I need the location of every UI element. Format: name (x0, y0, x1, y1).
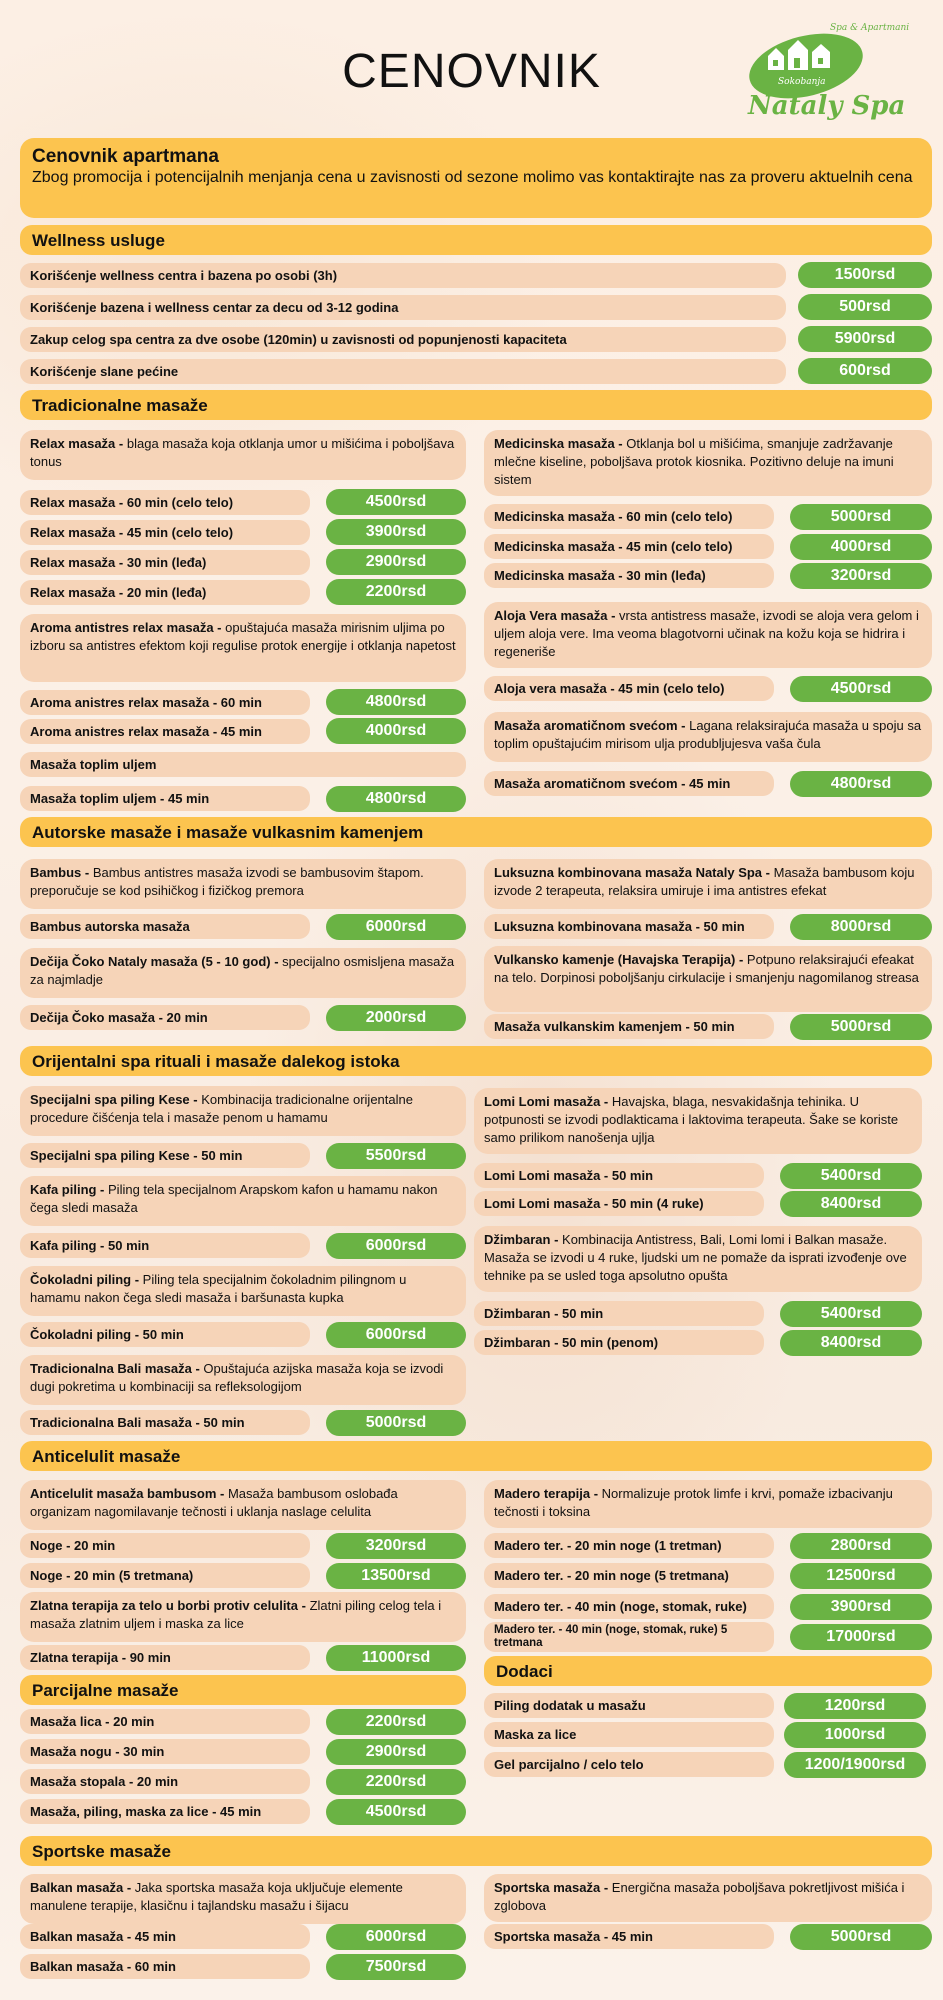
medical-row: Medicinska masaža - 60 min (celo telo) (484, 504, 774, 529)
partial-row: Masaža lica - 20 min (20, 1709, 310, 1734)
hot-oil-price: 4800rsd (326, 786, 466, 812)
relax-price: 2900rsd (326, 549, 466, 575)
hot-oil-row: Masaža toplim uljem - 45 min (20, 786, 310, 811)
bali-row: Tradicionalna Bali masaža - 50 min (20, 1410, 310, 1435)
sport-row: Sportska masaža - 45 min (484, 1924, 774, 1949)
kafa-description: Kafa piling - Piling tela specijalnom Arapskom kafon u hamamu nakon čega sledi masaža (20, 1176, 466, 1226)
gold-therapy-price: 11000rsd (326, 1645, 466, 1671)
luxury-description: Luksuzna kombinovana masaža Nataly Spa - Masaža bambusom koju izvode 2 terapeuta, relaksira umiruje i ima antistres efekat (484, 859, 932, 909)
gold-therapy-description: Zlatna terapija za telo u borbi protiv celulita - Zlatni piling celog tela i masaža zlatnim uljem i maska za lice (20, 1592, 466, 1642)
svg-text:Sokobanja: Sokobanja (778, 77, 826, 87)
chocolate-price: 6000rsd (326, 1322, 466, 1348)
partial-price: 2200rsd (326, 1769, 466, 1795)
section-sport: Sportske masaže (20, 1836, 932, 1866)
bambus-row: Bambus autorska masaža (20, 914, 310, 939)
sport-description: Sportska masaža - Energična masaža poboljšava pokretljivost mišića i zglobova (484, 1874, 932, 1922)
madero-price: 3900rsd (790, 1594, 932, 1620)
addon-row: Maska za lice (484, 1722, 774, 1747)
wellness-price: 5900rsd (798, 326, 932, 352)
addon-row: Piling dodatak u masažu (484, 1693, 774, 1718)
volcanic-description: Vulkansko kamenje (Havajska Terapija) - Potpuno relaksirajući efeakat na telo. Dorpinosi poboljšanju cirkulacije i smanjenju nagomilanog streasa (484, 946, 932, 1012)
medical-description: Medicinska masaža - Otklanja bol u mišićima, smanjuje zadržavanje mlečne kiseline, poboljšava protok kiosnika. Pozitivno deluje na imuni sistem (484, 430, 932, 496)
anticel-price: 13500rsd (326, 1563, 466, 1589)
lomi-price: 8400rsd (780, 1191, 922, 1217)
aroma-price: 4800rsd (326, 689, 466, 715)
bambus-price: 6000rsd (326, 914, 466, 940)
relax-row: Relax masaža - 20 min (leđa) (20, 580, 310, 605)
addon-price: 1200rsd (784, 1693, 926, 1719)
medical-row: Medicinska masaža - 45 min (celo telo) (484, 534, 774, 559)
medical-price: 5000rsd (790, 504, 932, 530)
madero-price: 12500rsd (790, 1563, 932, 1589)
hot-oil-title: Masaža toplim uljem (20, 752, 466, 777)
partial-row: Masaža, piling, maska za lice - 45 min (20, 1799, 310, 1824)
aroma-row: Aroma anistres relax masaža - 60 min (20, 690, 310, 715)
relax-price: 3900rsd (326, 519, 466, 545)
partial-row: Masaža nogu - 30 min (20, 1739, 310, 1764)
madero-row: Madero ter. - 40 min (noge, stomak, ruke) (484, 1594, 774, 1619)
candle-price: 4800rsd (790, 771, 932, 797)
luxury-price: 8000rsd (790, 914, 932, 940)
anticel-price: 3200rsd (326, 1533, 466, 1559)
wellness-price: 1500rsd (798, 262, 932, 288)
section-traditional: Tradicionalne masaže (20, 390, 932, 420)
section-addons: Dodaci (484, 1656, 932, 1686)
medical-price: 4000rsd (790, 534, 932, 560)
candle-row: Masaža aromatičnom svećom - 45 min (484, 771, 774, 796)
volcanic-price: 5000rsd (790, 1014, 932, 1040)
kafa-price: 6000rsd (326, 1233, 466, 1259)
madero-price: 17000rsd (790, 1624, 932, 1650)
madero-row: Madero ter. - 20 min noge (1 tretman) (484, 1533, 774, 1558)
lomi-price: 5400rsd (780, 1163, 922, 1189)
dzimbaran-price: 8400rsd (780, 1330, 922, 1356)
lomi-row: Lomi Lomi masaža - 50 min (474, 1163, 764, 1188)
kafa-row: Kafa piling - 50 min (20, 1233, 310, 1258)
bali-price: 5000rsd (326, 1410, 466, 1436)
relax-row: Relax masaža - 45 min (celo telo) (20, 520, 310, 545)
balkan-price: 7500rsd (326, 1954, 466, 1980)
svg-text:Spa & Apartmani: Spa & Apartmani (830, 23, 910, 33)
aroma-description: Aroma antistres relax masaža - opuštajuća masaža mirisnim uljima po izboru sa antistres efektom koji regulise protok energije i otklanja napetost (20, 614, 466, 682)
anticel-row: Noge - 20 min (20, 1533, 310, 1558)
section-autorske: Autorske masaže i masaže vulkasnim kamenjem (20, 817, 932, 847)
aroma-price: 4000rsd (326, 718, 466, 744)
lomi-row: Lomi Lomi masaža - 50 min (4 ruke) (474, 1191, 764, 1216)
section-wellness: Wellness usluge (20, 225, 932, 255)
volcanic-row: Masaža vulkanskim kamenjem - 50 min (484, 1014, 774, 1039)
madero-row: Madero ter. - 40 min (noge, stomak, ruke) 5 tretmana (484, 1622, 774, 1652)
chocolate-row: Čokoladni piling - 50 min (20, 1322, 310, 1347)
kese-price: 5500rsd (326, 1143, 466, 1169)
wellness-price: 500rsd (798, 294, 932, 320)
chocolate-description: Čokoladni piling - Piling tela specijalnim čokoladnim pilingnom u hamamu nakon čega sledi masaža i baršunasta kupka (20, 1266, 466, 1316)
coko-kids-price: 2000rsd (326, 1005, 466, 1031)
wellness-row: Korišćenje wellness centra i bazena po osobi (3h) (20, 263, 786, 288)
dzimbaran-price: 5400rsd (780, 1301, 922, 1327)
medical-row: Medicinska masaža - 30 min (leđa) (484, 563, 774, 588)
page-title: CENOVNIK (342, 45, 601, 98)
anticel-bamboo-description: Anticelulit masaža bambusom - Masaža bambusom oslobađa organizam nagomilavanje tečnosti i uklanja naslage celulita (20, 1480, 466, 1530)
bali-description: Tradicionalna Bali masaža - Opuštajuća azijska masaža koja se izvodi dugi pokretima u kombinaciji sa refleksologijom (20, 1355, 466, 1405)
partial-price: 2200rsd (326, 1709, 466, 1735)
wellness-row: Korišćenje slane pećine (20, 359, 786, 384)
apartments-text: Zbog promocija i potencijalnih menjanja cena u zavisnosti od sezone molimo vas kontaktirajte nas za proveru aktuelnih cena (32, 169, 913, 186)
relax-row: Relax masaža - 30 min (leđa) (20, 550, 310, 575)
kese-row: Specijalni spa piling Kese - 50 min (20, 1143, 310, 1168)
anticel-row: Noge - 20 min (5 tretmana) (20, 1563, 310, 1588)
wellness-price: 600rsd (798, 358, 932, 384)
luxury-row: Luksuzna kombinovana masaža - 50 min (484, 914, 774, 939)
partial-price: 4500rsd (326, 1799, 466, 1825)
apartments-info (20, 138, 932, 218)
madero-row: Madero ter. - 20 min noge (5 tretmana) (484, 1563, 774, 1588)
svg-text:Nataly Spa: Nataly Spa (748, 91, 906, 121)
section-oriental: Orijentalni spa rituali i masaže dalekog istoka (20, 1046, 932, 1076)
coko-kids-row: Dečija Čoko masaža - 20 min (20, 1005, 310, 1030)
addon-row: Gel parcijalno / celo telo (484, 1752, 774, 1777)
relax-price: 2200rsd (326, 579, 466, 605)
section-anticellulite: Anticelulit masaže (20, 1441, 932, 1471)
medical-price: 3200rsd (790, 563, 932, 589)
bambus-description: Bambus - Bambus antistres masaža izvodi se bambusovim štapom. preporučuje se kod psihičkog i fizičkog premora (20, 859, 466, 909)
relax-price: 4500rsd (326, 489, 466, 515)
aloe-price: 4500rsd (790, 676, 932, 702)
kese-description: Specijalni spa piling Kese - Kombinacija tradicionalne orijentalne procedure čišćenja tela i masaže penom u hamamu (20, 1086, 466, 1136)
dzimbaran-row: Džimbaran - 50 min (474, 1301, 764, 1326)
coko-kids-description: Dečija Čoko Nataly masaža (5 - 10 god) - specijalno osmisljena masaža za najmladje (20, 948, 466, 998)
aloe-row: Aloja vera masaža - 45 min (celo telo) (484, 676, 774, 701)
balkan-description: Balkan masaža - Jaka sportska masaža koja uključuje elemente manulene terapije, klasičnu i tajlandsku masažu i šijacu (20, 1874, 466, 1924)
dzimbaran-row: Džimbaran - 50 min (penom) (474, 1330, 764, 1355)
sport-price: 5000rsd (790, 1924, 932, 1950)
aloe-description: Aloja Vera masaža - vrsta antistress masaže, izvodi se aloja vera gelom i uljem aloja vere. Ima veoma blagotvorni učinak na kožu koja se hidrira i regeneriše (484, 602, 932, 668)
balkan-row: Balkan masaža - 60 min (20, 1954, 310, 1979)
nataly-spa-logo (728, 18, 910, 130)
aroma-row: Aroma anistres relax masaža - 45 min (20, 719, 310, 744)
wellness-row: Korišćenje bazena i wellness centar za decu od 3-12 godina (20, 295, 786, 320)
lomi-description: Lomi Lomi masaža - Havajska, blaga, nesvakidašnja tehinika. U potpunosti se izvodi podlakticama i laktovima terapeuta. Šake se koriste samo prilikom nanošenja ujlja (474, 1088, 922, 1154)
wellness-row: Zakup celog spa centra za dve osobe (120min) u zavisnosti od popunjenosti kapaciteta (20, 327, 786, 352)
candle-description: Masaža aromatičnom svećom - Lagana relaksirajuća masaža u spoju sa toplim opuštajućim mirisom ulja produbljujesva vaša čula (484, 712, 932, 762)
balkan-price: 6000rsd (326, 1924, 466, 1950)
addon-price: 1200/1900rsd (784, 1752, 926, 1778)
addon-price: 1000rsd (784, 1722, 926, 1748)
apartments-title: Cenovnik apartmana (32, 146, 219, 167)
partial-price: 2900rsd (326, 1739, 466, 1765)
balkan-row: Balkan masaža - 45 min (20, 1924, 310, 1949)
dzimbaran-description: Džimbaran - Kombinacija Antistress, Bali, Lomi lomi i Balkan masaže. Masaža se izvodi u 4 ruke, ljudski um ne pomaže da isprati izvođenje ove tehnike pa se usled toga apsolutno opušta (474, 1226, 922, 1292)
relax-row: Relax masaža - 60 min (celo telo) (20, 490, 310, 515)
gold-therapy-row: Zlatna terapija - 90 min (20, 1645, 310, 1670)
relax-description: Relax masaža - blaga masaža koja otklanja umor u mišićima i poboljšava tonus (20, 430, 466, 480)
partial-row: Masaža stopala - 20 min (20, 1769, 310, 1794)
section-partial: Parcijalne masaže (20, 1675, 466, 1705)
madero-description: Madero terapija - Normalizuje protok limfe i krvi, pomaže izbacivanju tečnosti i toksina (484, 1480, 932, 1528)
madero-price: 2800rsd (790, 1533, 932, 1559)
